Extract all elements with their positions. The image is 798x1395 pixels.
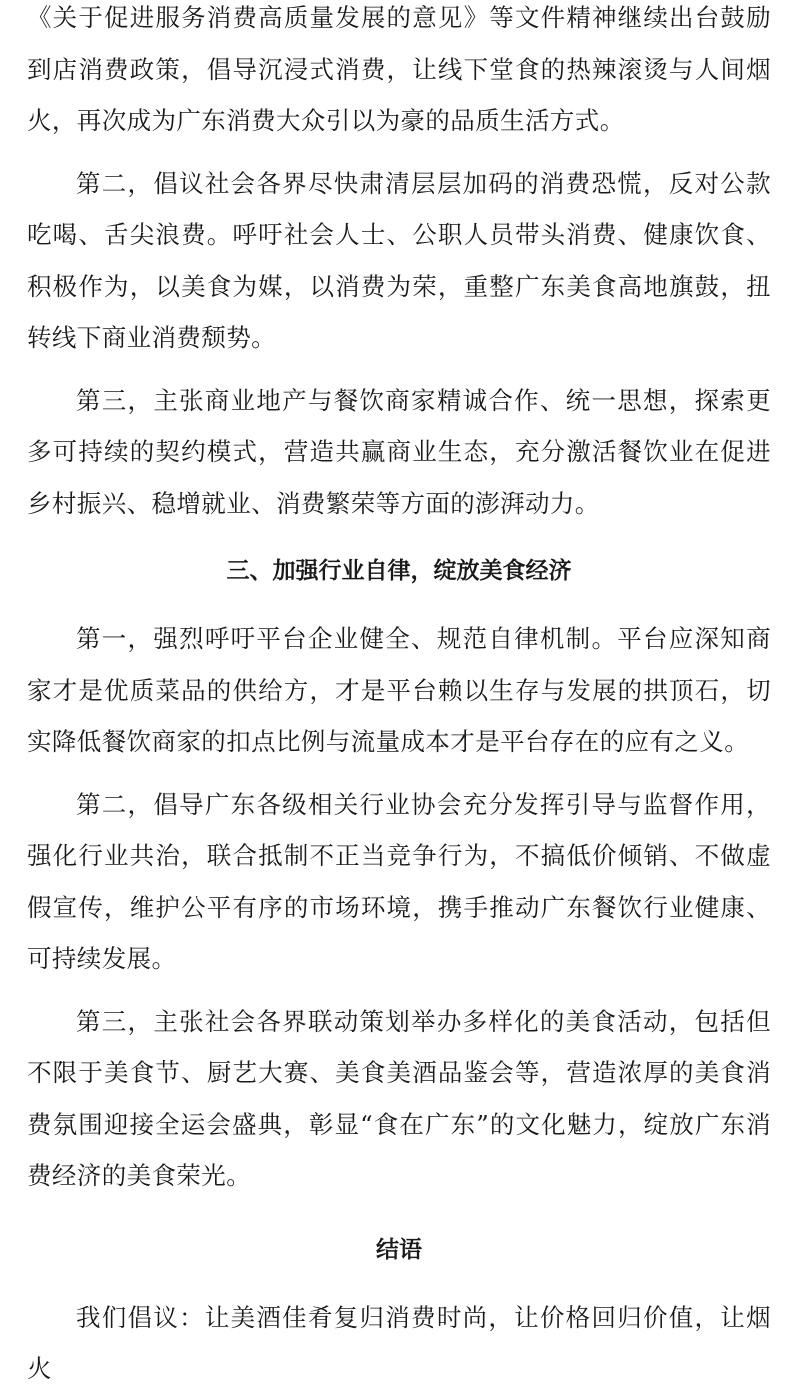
paragraph-third-initiative: 第三，主张商业地产与餐饮商家精诚合作、统一思想，探索更多可持续的契约模式，营造共赢商业生态，充分激活餐饮业在促进乡村振兴、稳增就业、消费繁荣等方面的澎湃动力。 [27, 385, 771, 518]
conclusion-paragraph: 我们倡议：让美酒佳肴复归消费时尚，让价格回归价值，让烟火 [27, 1302, 771, 1383]
paragraph-policy-continuation: 《关于促进服务消费高质量发展的意见》等文件精神继续出台鼓励到店消费政策，倡导沉浸式消费，让线下堂食的热辣滚烫与人间烟火，再次成为广东消费大众引以为豪的品质生活方式。 [27, 3, 771, 135]
section-3-paragraph-2: 第二，倡导广东各级相关行业协会充分发挥引导与监督作用，强化行业共治，联合抵制不正当竞争行为，不搞低价倾销、不做虚假宣传，维护公平有序的市场环境，携手推动广东餐饮行业健康、可持续发展。 [27, 789, 771, 973]
section-3-heading: 三、加强行业自律，绽放美食经济 [226, 558, 572, 584]
section-3-paragraph-1: 第一，强烈呼吁平台企业健全、规范自律机制。平台应深知商家才是优质菜品的供给方，才是平台赖以生存与发展的拱顶石，切实降低餐饮商家的扣点比例与流量成本才是平台存在的应有之义。 [27, 624, 771, 756]
paragraph-second-initiative: 第二，倡议社会各界尽快肃清层层加码的消费恐慌，反对公款吃喝、舌尖浪费。呼吁社会人士、公职人员带头消费、健康饮食、积极作为，以美食为媒，以消费为荣，重整广东美食高地旗鼓，扭转线下商业消费颓势。 [27, 168, 771, 352]
conclusion-heading: 结语 [376, 1236, 422, 1263]
section-3-paragraph-3: 第三，主张社会各界联动策划举办多样化的美食活动，包括但不限于美食节、厨艺大赛、美食美酒品鉴会等，营造浓厚的美食消费氛围迎接全运会盛典，彰显“食在广东”的文化魅力，绽放广东消费经济的美食荣光。 [27, 1006, 771, 1190]
